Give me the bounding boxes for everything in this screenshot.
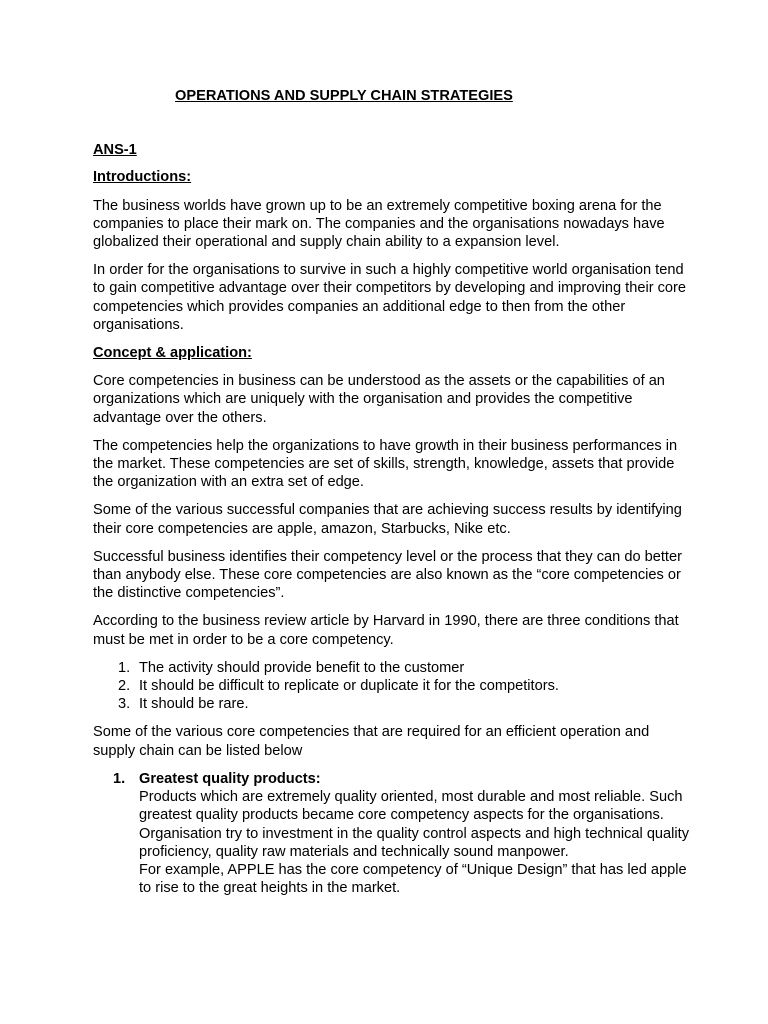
concept-paragraph-5: According to the business review article by Harvard in 1990, there are three conditions that must be met in order to be a core competency. [93, 613, 679, 648]
list-item-text: It should be difficult to replicate or duplicate it for the competitors. [139, 678, 559, 695]
list-item [93, 770, 693, 897]
document-title: OPERATIONS AND SUPPLY CHAIN STRATEGIES [175, 88, 513, 104]
competency-title: Greatest quality products: [139, 770, 321, 787]
intro-paragraph-2: In order for the organisations to survive in such a highly competitive world organisation tend to gain competitive advantage over their competitors by developing and improving their core competencies which provides companies an additional edge to then from the other organisations. [93, 262, 686, 333]
concept-paragraph-1: Core competencies in business can be understood as the assets or the capabilities of an organizations which are uniquely with the organisation and provides the competitive advantage over the others. [93, 373, 665, 426]
list-item-text: It should be rare. [139, 696, 249, 713]
list-item [93, 695, 693, 713]
list-number: 2. [118, 678, 131, 695]
concept-paragraph-4: Successful business identifies their competency level or the process that they can do better than anybody else. These core competencies are also known as the “core competencies or the distinctive competencies”. [93, 548, 682, 602]
list-item-text: The activity should provide benefit to the customer [139, 659, 465, 676]
competency-example: For example, APPLE has the core competency of “Unique Design” that has led apple to rise to the great heights in the market. [139, 861, 687, 897]
intro-paragraph-1: The business worlds have grown up to be an extremely competitive boxing arena for the companies to place their mark on. The companies and the organisations nowadays have globalized their operational and supply chain ability to a expansion level. [93, 197, 665, 251]
list-item [93, 659, 693, 677]
document-body [93, 87, 693, 897]
introductions-heading: Introductions: [93, 169, 192, 186]
answer-label: ANS-1 [93, 142, 137, 159]
competency-body: Products which are extremely quality oriented, most durable and most reliable. Such greatest quality products became core competency aspects for the organisations. Organisation try to investment in the quality control aspects and high technical quality proficiency, quality raw materials and technically sound manpower. [139, 789, 690, 860]
concept-paragraph-3: Some of the various successful companies that are achieving success results by identifying their core competencies are apple, amazon, Starbucks, Nike etc. [93, 502, 682, 537]
list-number: 3. [118, 696, 131, 713]
list-number: 1. [118, 659, 131, 676]
concept-paragraph-2: The competencies help the organizations to have growth in their business performances in the market. These competencies are set of skills, strength, knowledge, assets that provide the organization with an extra set of edge. [93, 437, 678, 491]
list-intro-paragraph: Some of the various core competencies that are required for an efficient operation and supply chain can be listed below [93, 724, 650, 759]
list-item [93, 677, 693, 695]
concept-heading: Concept & application: [93, 345, 252, 362]
conditions-list [93, 659, 693, 714]
competencies-list [93, 770, 693, 897]
list-number: 1. [113, 770, 126, 787]
